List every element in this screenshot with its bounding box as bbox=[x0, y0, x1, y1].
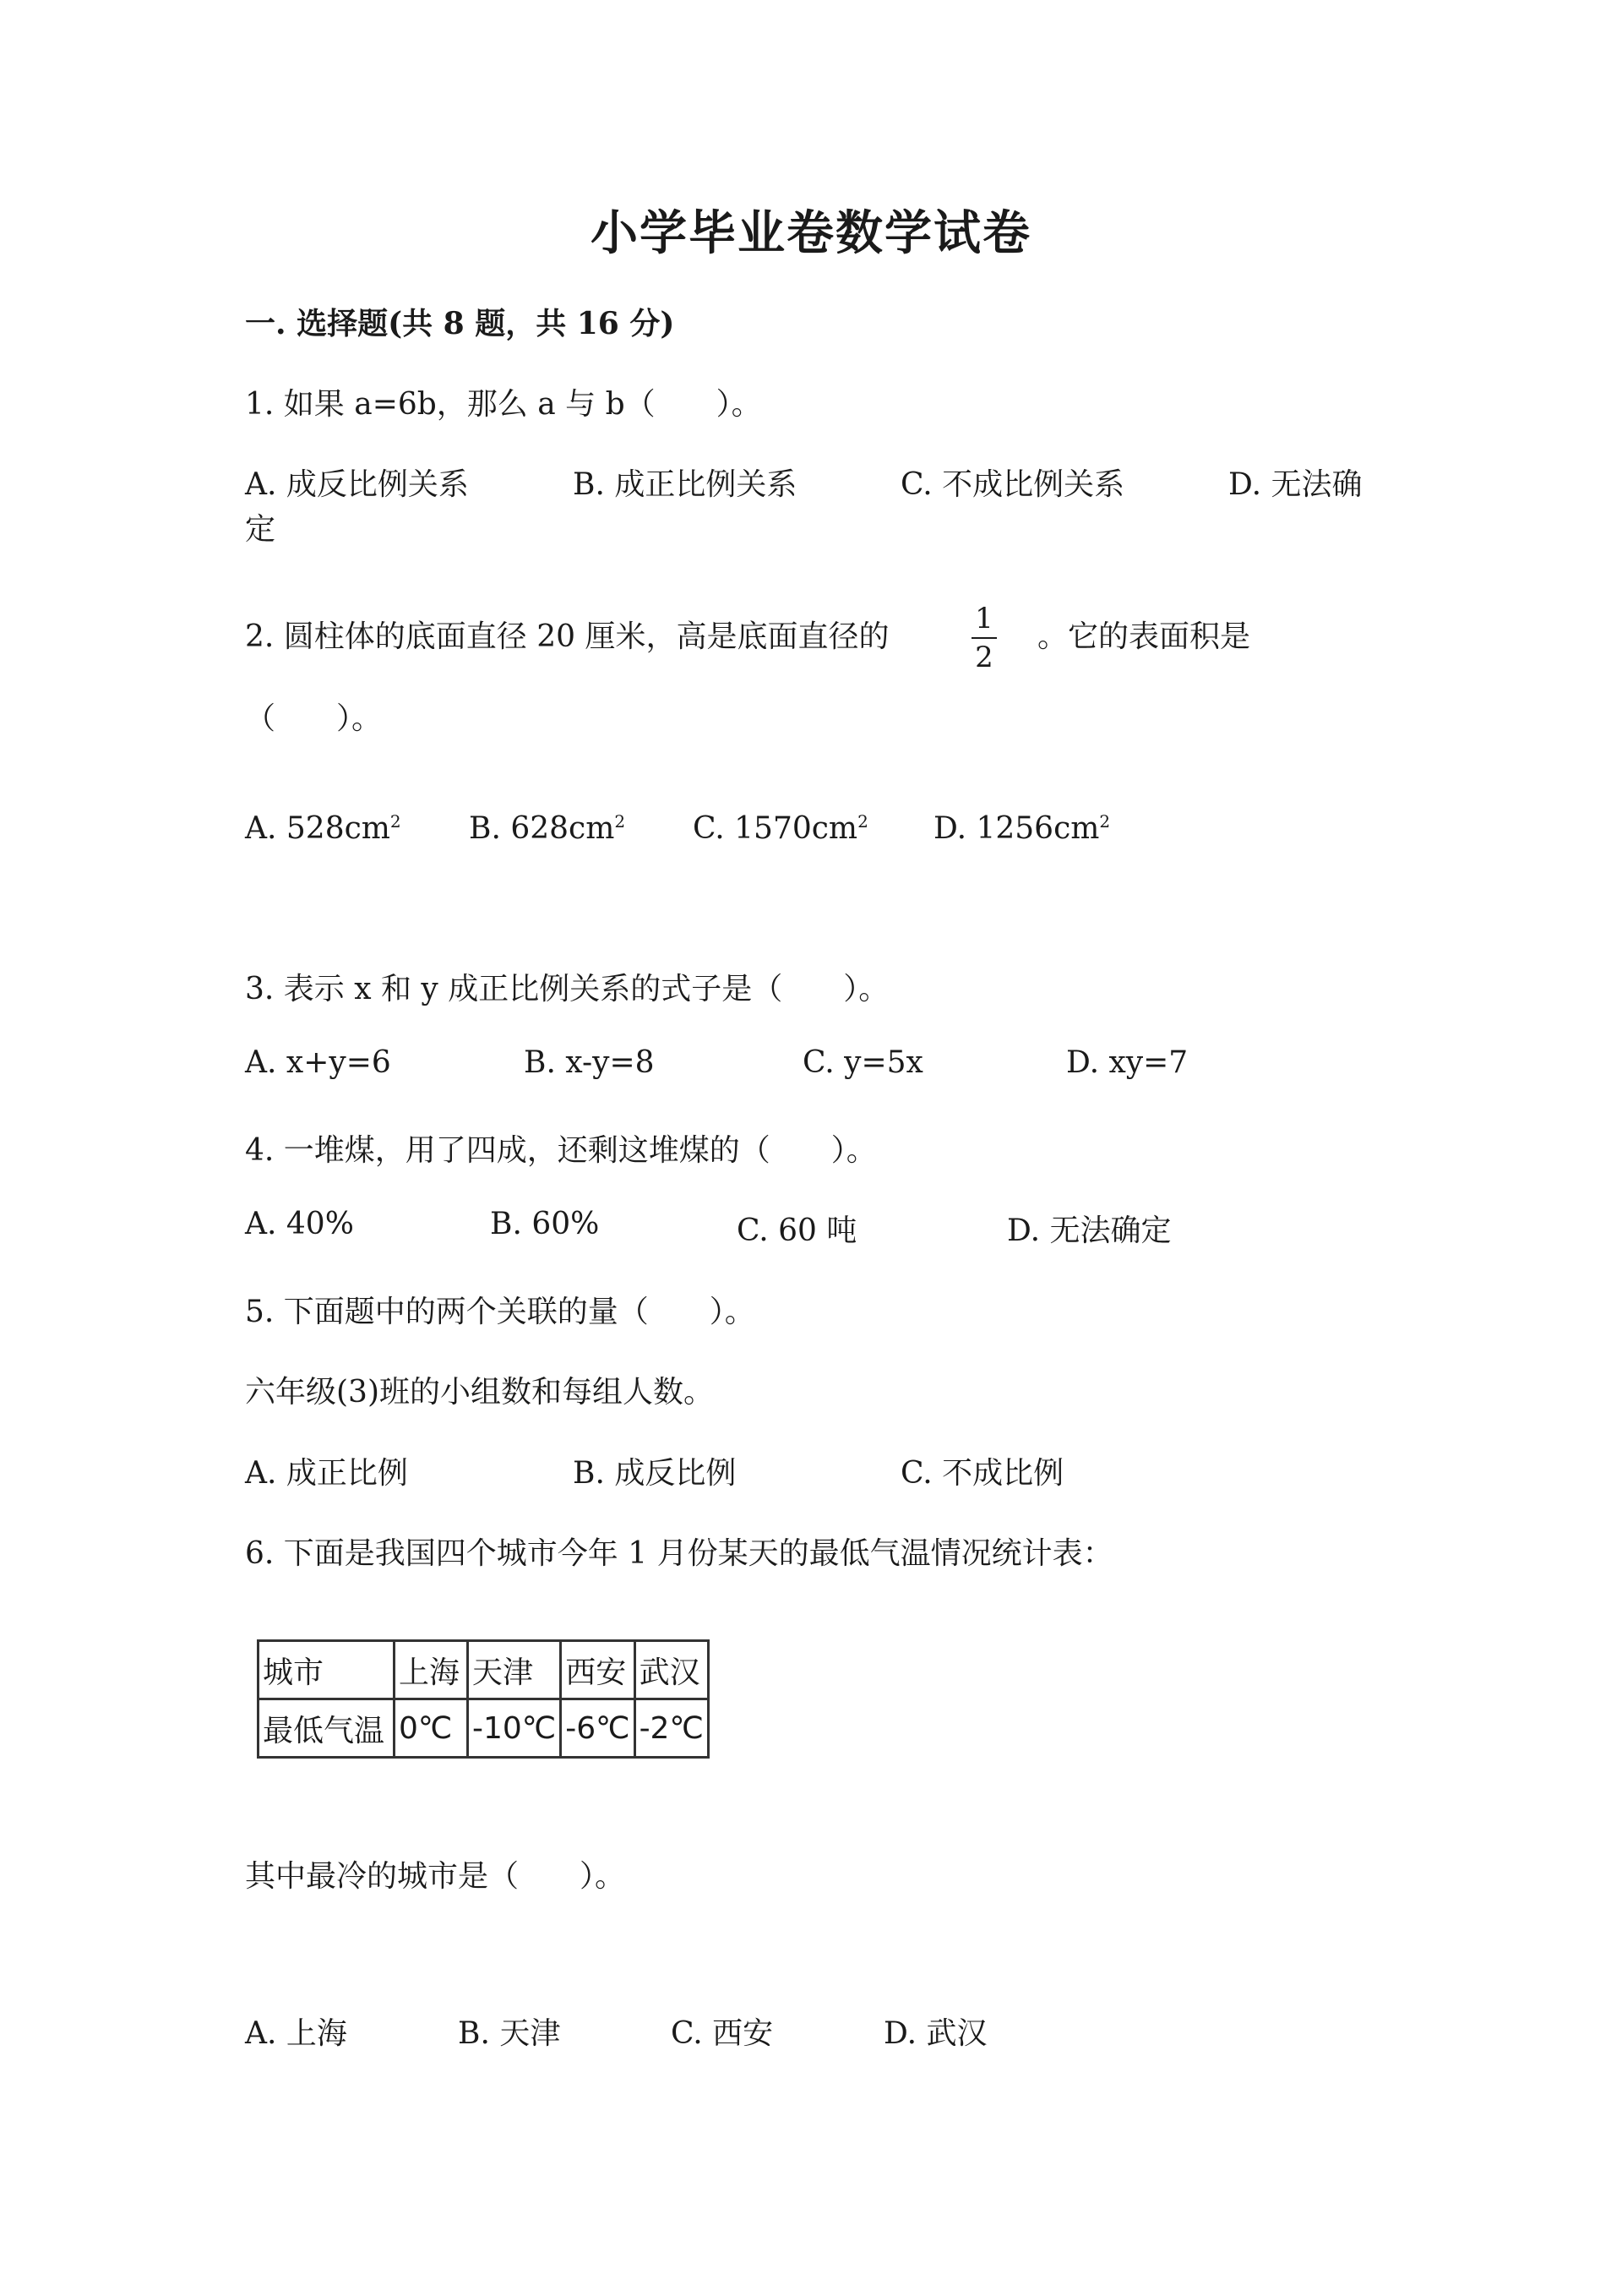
question-5-stem: 5. 下面题中的两个关联的量（ ）。 bbox=[245, 1295, 755, 1329]
question-2-option-a[interactable] bbox=[245, 811, 401, 846]
question-3-option-a[interactable]: A. x+y=6 bbox=[245, 1045, 391, 1080]
question-2-stem: 2. 圆柱体的底面直径 20 厘米，高是底面直径的 bbox=[245, 619, 890, 654]
superscript: 2 bbox=[857, 811, 868, 832]
superscript: 2 bbox=[389, 811, 401, 832]
question-1-option-d[interactable]: D. 无法确 bbox=[1228, 467, 1363, 502]
option-text: C. 1570cm bbox=[693, 811, 858, 846]
question-4-option-b[interactable]: B. 60% bbox=[490, 1207, 600, 1241]
table-cell: 最低气温 bbox=[259, 1699, 395, 1758]
question-2-option-d[interactable] bbox=[933, 811, 1110, 846]
question-2-option-b[interactable] bbox=[469, 811, 625, 846]
superscript: 2 bbox=[614, 811, 626, 832]
question-6-option-a[interactable]: A. 上海 bbox=[245, 2016, 347, 2051]
table-cell: 城市 bbox=[259, 1641, 395, 1699]
table-cell: 天津 bbox=[468, 1641, 561, 1699]
option-text: D. 1256cm bbox=[933, 811, 1100, 846]
question-3-stem: 3. 表示 x 和 y 成正比例关系的式子是（ ）。 bbox=[245, 972, 890, 1006]
question-1-stem: 1. 如果 a=6b，那么 a 与 b（ ）。 bbox=[245, 387, 762, 422]
question-6-stem: 6. 下面是我国四个城市今年 1 月份某天的最低气温情况统计表： bbox=[245, 1536, 1113, 1571]
question-4-option-c[interactable]: C. 60 吨 bbox=[737, 1213, 857, 1248]
superscript: 2 bbox=[1099, 811, 1111, 832]
table-cell: 武汉 bbox=[634, 1641, 708, 1699]
question-3-option-b[interactable]: B. x-y=8 bbox=[524, 1045, 655, 1080]
question-4-stem: 4. 一堆煤，用了四成，还剩这堆煤的（ ）。 bbox=[245, 1133, 877, 1168]
question-2-stem-line2: （ ）。 bbox=[245, 701, 383, 736]
table-cell: -6℃ bbox=[561, 1699, 634, 1758]
question-2-option-c[interactable] bbox=[693, 811, 868, 846]
question-4-option-a[interactable]: A. 40% bbox=[245, 1207, 354, 1241]
table-header-row bbox=[259, 1641, 709, 1699]
question-5-option-a[interactable]: A. 成正比例 bbox=[245, 1456, 408, 1491]
question-1-option-d-wrap: 定 bbox=[245, 512, 276, 547]
question-3-option-c[interactable]: C. y=5x bbox=[803, 1045, 923, 1080]
question-6-question: 其中最冷的城市是（ ）。 bbox=[245, 1859, 626, 1894]
fraction-bar bbox=[972, 637, 997, 639]
table-cell: -2℃ bbox=[634, 1699, 708, 1758]
question-6-option-d[interactable]: D. 武汉 bbox=[884, 2016, 988, 2051]
section-heading: 一. 选择题(共 8 题，共 16 分) bbox=[245, 306, 675, 341]
question-6-option-b[interactable]: B. 天津 bbox=[458, 2016, 561, 2051]
question-5-option-b[interactable]: B. 成反比例 bbox=[573, 1456, 737, 1491]
fraction-numerator: 1 bbox=[975, 602, 993, 635]
table-row bbox=[259, 1699, 709, 1758]
page-title: 小学毕业卷数学试卷 bbox=[591, 205, 1031, 261]
question-4-option-d[interactable]: D. 无法确定 bbox=[1007, 1213, 1172, 1248]
table-cell: 上海 bbox=[395, 1641, 468, 1699]
question-6-option-c[interactable]: C. 西安 bbox=[671, 2016, 774, 2051]
question-1-option-c[interactable]: C. 不成比例关系 bbox=[901, 467, 1125, 502]
fraction-denominator: 2 bbox=[975, 641, 993, 674]
question-1-option-b[interactable]: B. 成正比例关系 bbox=[573, 467, 797, 502]
question-3-option-d[interactable]: D. xy=7 bbox=[1066, 1045, 1189, 1080]
table-cell: 西安 bbox=[561, 1641, 634, 1699]
question-5-context: 六年级(3)班的小组数和每组人数。 bbox=[245, 1375, 714, 1410]
question-2-stem-continued: 。它的表面积是 bbox=[1037, 619, 1251, 654]
option-text: A. 528cm bbox=[245, 811, 390, 846]
question-1-option-a[interactable]: A. 成反比例关系 bbox=[245, 467, 469, 502]
temperature-table bbox=[257, 1639, 710, 1759]
table-cell: 0℃ bbox=[395, 1699, 468, 1758]
option-text: B. 628cm bbox=[469, 811, 615, 846]
table-cell: -10℃ bbox=[468, 1699, 561, 1758]
question-5-option-c[interactable]: C. 不成比例 bbox=[901, 1456, 1064, 1491]
fraction-one-half bbox=[972, 602, 997, 674]
